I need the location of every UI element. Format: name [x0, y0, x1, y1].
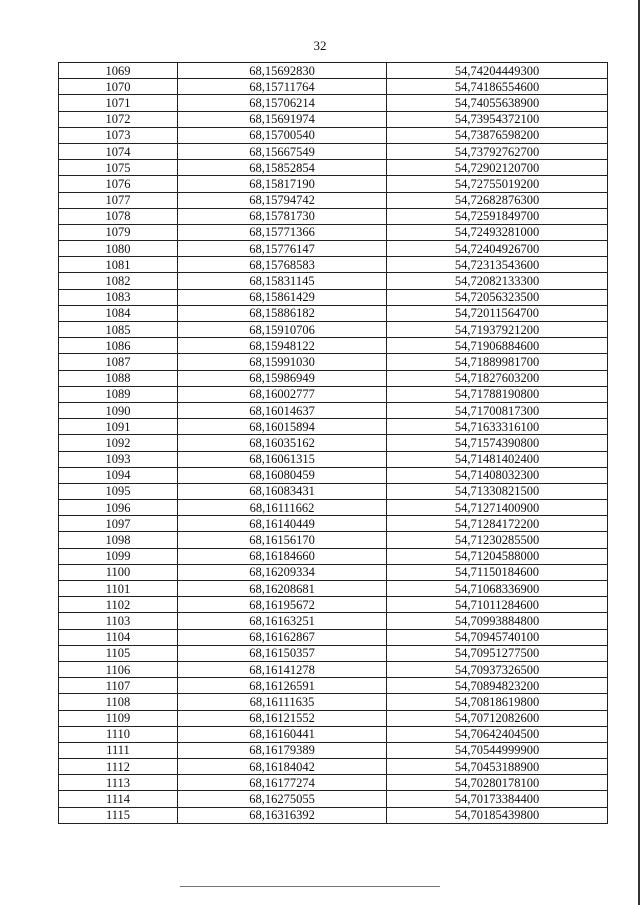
y-coordinate-cell: 54,71271400900 [387, 500, 608, 516]
point-number-cell: 1075 [59, 160, 178, 176]
point-number-cell: 1081 [59, 257, 178, 273]
table-row [59, 370, 608, 386]
y-coordinate-cell: 54,70945740100 [387, 629, 608, 645]
table-row [59, 322, 608, 338]
table-row [59, 661, 608, 677]
point-number-cell: 1096 [59, 500, 178, 516]
table-row [59, 645, 608, 661]
y-coordinate-cell: 54,70818619800 [387, 694, 608, 710]
table-row [59, 759, 608, 775]
x-coordinate-cell: 68,15794742 [178, 192, 387, 208]
x-coordinate-cell: 68,15986949 [178, 370, 387, 386]
y-coordinate-cell: 54,71204588000 [387, 548, 608, 564]
point-number-cell: 1101 [59, 581, 178, 597]
table-row [59, 176, 608, 192]
y-coordinate-cell: 54,70937326500 [387, 661, 608, 677]
table-row [59, 548, 608, 564]
table-row [59, 467, 608, 483]
y-coordinate-cell: 54,71633316100 [387, 419, 608, 435]
x-coordinate-cell: 68,15667549 [178, 143, 387, 159]
x-coordinate-cell: 68,15771366 [178, 224, 387, 240]
x-coordinate-cell: 68,15910706 [178, 322, 387, 338]
x-coordinate-cell: 68,16002777 [178, 386, 387, 402]
y-coordinate-cell: 54,71284172200 [387, 516, 608, 532]
y-coordinate-cell: 54,74055638900 [387, 95, 608, 111]
coordinates-table-body [59, 63, 608, 824]
y-coordinate-cell: 54,71700817300 [387, 402, 608, 418]
table-row [59, 224, 608, 240]
table-row [59, 791, 608, 807]
y-coordinate-cell: 54,72902120700 [387, 160, 608, 176]
point-number-cell: 1074 [59, 143, 178, 159]
y-coordinate-cell: 54,73792762700 [387, 143, 608, 159]
point-number-cell: 1077 [59, 192, 178, 208]
table-row [59, 564, 608, 580]
table-row [59, 386, 608, 402]
x-coordinate-cell: 68,15768583 [178, 257, 387, 273]
y-coordinate-cell: 54,70951277500 [387, 645, 608, 661]
y-coordinate-cell: 54,73954372100 [387, 111, 608, 127]
x-coordinate-cell: 68,16275055 [178, 791, 387, 807]
x-coordinate-cell: 68,16126591 [178, 678, 387, 694]
y-coordinate-cell: 54,71937921200 [387, 322, 608, 338]
x-coordinate-cell: 68,15861429 [178, 289, 387, 305]
x-coordinate-cell: 68,16316392 [178, 807, 387, 823]
table-row [59, 775, 608, 791]
point-number-cell: 1085 [59, 322, 178, 338]
point-number-cell: 1071 [59, 95, 178, 111]
x-coordinate-cell: 68,16015894 [178, 419, 387, 435]
table-row [59, 354, 608, 370]
point-number-cell: 1107 [59, 678, 178, 694]
point-number-cell: 1111 [59, 742, 178, 758]
bottom-scan-line [180, 886, 440, 887]
y-coordinate-cell: 54,72682876300 [387, 192, 608, 208]
x-coordinate-cell: 68,15691974 [178, 111, 387, 127]
table-row [59, 289, 608, 305]
x-coordinate-cell: 68,16209334 [178, 564, 387, 580]
y-coordinate-cell: 54,71481402400 [387, 451, 608, 467]
x-coordinate-cell: 68,16061315 [178, 451, 387, 467]
x-coordinate-cell: 68,16150357 [178, 645, 387, 661]
y-coordinate-cell: 54,70453188900 [387, 759, 608, 775]
table-row [59, 338, 608, 354]
y-coordinate-cell: 54,70894823200 [387, 678, 608, 694]
table-row [59, 63, 608, 79]
point-number-cell: 1094 [59, 467, 178, 483]
x-coordinate-cell: 68,15706214 [178, 95, 387, 111]
table-row [59, 451, 608, 467]
y-coordinate-cell: 54,70185439800 [387, 807, 608, 823]
x-coordinate-cell: 68,16163251 [178, 613, 387, 629]
point-number-cell: 1097 [59, 516, 178, 532]
point-number-cell: 1091 [59, 419, 178, 435]
table-row [59, 516, 608, 532]
y-coordinate-cell: 54,71330821500 [387, 483, 608, 499]
point-number-cell: 1104 [59, 629, 178, 645]
point-number-cell: 1105 [59, 645, 178, 661]
point-number-cell: 1086 [59, 338, 178, 354]
x-coordinate-cell: 68,16035162 [178, 435, 387, 451]
x-coordinate-cell: 68,16184042 [178, 759, 387, 775]
x-coordinate-cell: 68,15991030 [178, 354, 387, 370]
table-row [59, 241, 608, 257]
x-coordinate-cell: 68,15817190 [178, 176, 387, 192]
x-coordinate-cell: 68,16156170 [178, 532, 387, 548]
point-number-cell: 1083 [59, 289, 178, 305]
table-row [59, 273, 608, 289]
point-number-cell: 1088 [59, 370, 178, 386]
table-row [59, 305, 608, 321]
point-number-cell: 1115 [59, 807, 178, 823]
table-row [59, 95, 608, 111]
x-coordinate-cell: 68,16014637 [178, 402, 387, 418]
table-row [59, 483, 608, 499]
y-coordinate-cell: 54,72591849700 [387, 208, 608, 224]
point-number-cell: 1084 [59, 305, 178, 321]
coordinates-table [58, 62, 608, 824]
point-number-cell: 1078 [59, 208, 178, 224]
x-coordinate-cell: 68,16184660 [178, 548, 387, 564]
y-coordinate-cell: 54,71574390800 [387, 435, 608, 451]
table-row [59, 629, 608, 645]
table-row [59, 435, 608, 451]
table-row [59, 143, 608, 159]
y-coordinate-cell: 54,71150184600 [387, 564, 608, 580]
x-coordinate-cell: 68,16162867 [178, 629, 387, 645]
point-number-cell: 1099 [59, 548, 178, 564]
y-coordinate-cell: 54,72755019200 [387, 176, 608, 192]
table-row [59, 613, 608, 629]
y-coordinate-cell: 54,73876598200 [387, 127, 608, 143]
x-coordinate-cell: 68,16140449 [178, 516, 387, 532]
x-coordinate-cell: 68,15692830 [178, 63, 387, 79]
table-row [59, 710, 608, 726]
x-coordinate-cell: 68,15700540 [178, 127, 387, 143]
table-row [59, 160, 608, 176]
table-row [59, 807, 608, 823]
y-coordinate-cell: 54,71230285500 [387, 532, 608, 548]
x-coordinate-cell: 68,15781730 [178, 208, 387, 224]
y-coordinate-cell: 54,71408032300 [387, 467, 608, 483]
x-coordinate-cell: 68,15831145 [178, 273, 387, 289]
x-coordinate-cell: 68,16160441 [178, 726, 387, 742]
table-row [59, 419, 608, 435]
point-number-cell: 1100 [59, 564, 178, 580]
point-number-cell: 1098 [59, 532, 178, 548]
x-coordinate-cell: 68,15886182 [178, 305, 387, 321]
table-row [59, 726, 608, 742]
x-coordinate-cell: 68,16208681 [178, 581, 387, 597]
point-number-cell: 1076 [59, 176, 178, 192]
point-number-cell: 1103 [59, 613, 178, 629]
point-number-cell: 1080 [59, 241, 178, 257]
x-coordinate-cell: 68,16083431 [178, 483, 387, 499]
y-coordinate-cell: 54,72056323500 [387, 289, 608, 305]
point-number-cell: 1108 [59, 694, 178, 710]
table-row [59, 678, 608, 694]
point-number-cell: 1090 [59, 402, 178, 418]
point-number-cell: 1112 [59, 759, 178, 775]
y-coordinate-cell: 54,71827603200 [387, 370, 608, 386]
y-coordinate-cell: 54,72493281000 [387, 224, 608, 240]
table-row [59, 500, 608, 516]
x-coordinate-cell: 68,16195672 [178, 597, 387, 613]
y-coordinate-cell: 54,71011284600 [387, 597, 608, 613]
point-number-cell: 1092 [59, 435, 178, 451]
point-number-cell: 1113 [59, 775, 178, 791]
point-number-cell: 1095 [59, 483, 178, 499]
y-coordinate-cell: 54,70544999900 [387, 742, 608, 758]
x-coordinate-cell: 68,16179389 [178, 742, 387, 758]
point-number-cell: 1073 [59, 127, 178, 143]
x-coordinate-cell: 68,16111662 [178, 500, 387, 516]
y-coordinate-cell: 54,70280178100 [387, 775, 608, 791]
table-row [59, 532, 608, 548]
table-row [59, 581, 608, 597]
y-coordinate-cell: 54,72011564700 [387, 305, 608, 321]
x-coordinate-cell: 68,15852854 [178, 160, 387, 176]
y-coordinate-cell: 54,72313543600 [387, 257, 608, 273]
table-row [59, 402, 608, 418]
x-coordinate-cell: 68,15711764 [178, 79, 387, 95]
x-coordinate-cell: 68,16141278 [178, 661, 387, 677]
point-number-cell: 1072 [59, 111, 178, 127]
point-number-cell: 1093 [59, 451, 178, 467]
table-row [59, 742, 608, 758]
table-row [59, 127, 608, 143]
table-row [59, 79, 608, 95]
point-number-cell: 1082 [59, 273, 178, 289]
x-coordinate-cell: 68,15948122 [178, 338, 387, 354]
x-coordinate-cell: 68,15776147 [178, 241, 387, 257]
point-number-cell: 1106 [59, 661, 178, 677]
x-coordinate-cell: 68,16121552 [178, 710, 387, 726]
page-number: 32 [313, 38, 327, 53]
point-number-cell: 1087 [59, 354, 178, 370]
point-number-cell: 1109 [59, 710, 178, 726]
y-coordinate-cell: 54,70642404500 [387, 726, 608, 742]
table-row [59, 257, 608, 273]
table-row [59, 694, 608, 710]
x-coordinate-cell: 68,16111635 [178, 694, 387, 710]
x-coordinate-cell: 68,16080459 [178, 467, 387, 483]
y-coordinate-cell: 54,72082133300 [387, 273, 608, 289]
y-coordinate-cell: 54,74186554600 [387, 79, 608, 95]
point-number-cell: 1114 [59, 791, 178, 807]
y-coordinate-cell: 54,70993884800 [387, 613, 608, 629]
table-row [59, 192, 608, 208]
y-coordinate-cell: 54,70712082600 [387, 710, 608, 726]
point-number-cell: 1110 [59, 726, 178, 742]
y-coordinate-cell: 54,71906884600 [387, 338, 608, 354]
point-number-cell: 1069 [59, 63, 178, 79]
table-row [59, 597, 608, 613]
point-number-cell: 1070 [59, 79, 178, 95]
point-number-cell: 1089 [59, 386, 178, 402]
y-coordinate-cell: 54,74204449300 [387, 63, 608, 79]
y-coordinate-cell: 54,70173384400 [387, 791, 608, 807]
table-row [59, 208, 608, 224]
y-coordinate-cell: 54,71788190800 [387, 386, 608, 402]
y-coordinate-cell: 54,71889981700 [387, 354, 608, 370]
y-coordinate-cell: 54,72404926700 [387, 241, 608, 257]
table-row [59, 111, 608, 127]
y-coordinate-cell: 54,71068336900 [387, 581, 608, 597]
point-number-cell: 1102 [59, 597, 178, 613]
x-coordinate-cell: 68,16177274 [178, 775, 387, 791]
point-number-cell: 1079 [59, 224, 178, 240]
